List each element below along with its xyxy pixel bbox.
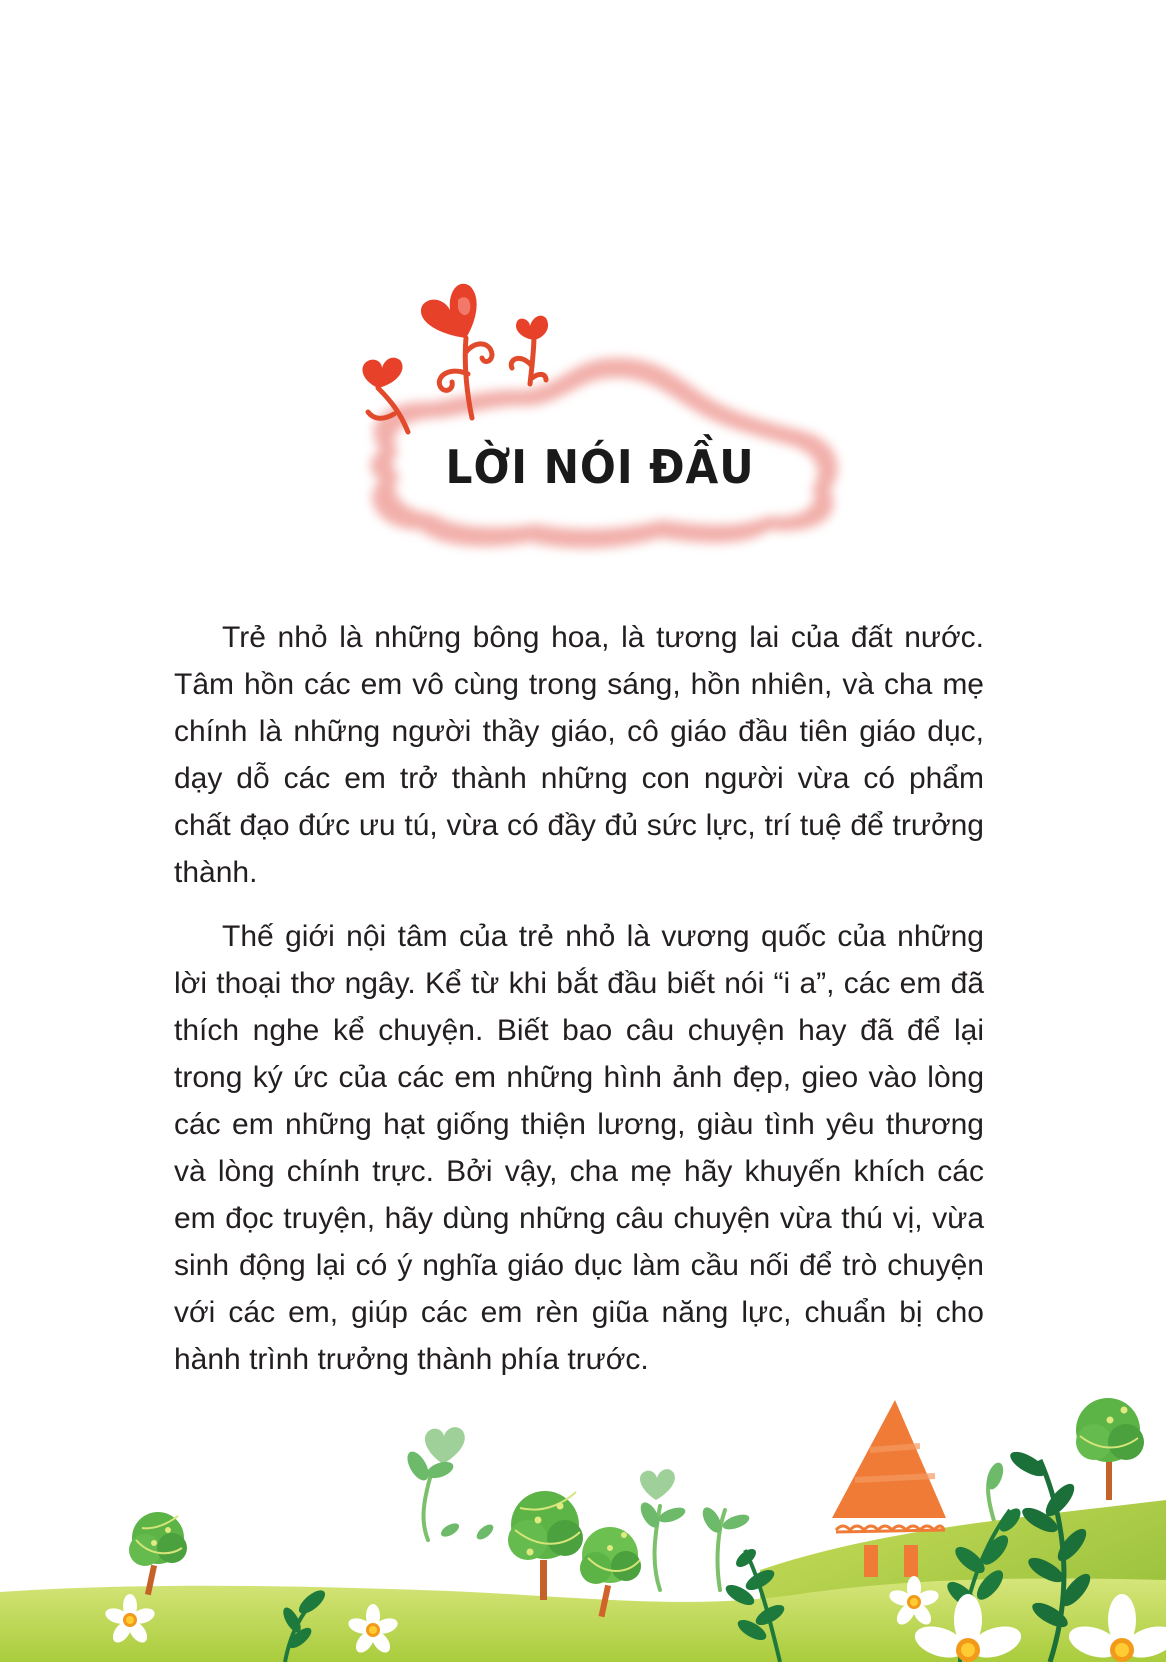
preface-body — [174, 614, 984, 1400]
green-heart-icon — [425, 1427, 465, 1464]
heart-sprout-right-icon — [511, 336, 546, 384]
paragraph: Trẻ nhỏ là những bông hoa, là tương lai của đất nước. Tâm hồn các em vô cùng trong sáng, hồn nhiên, và cha mẹ chính là những người thầy giáo, cô giáo đầu tiên giáo dục, dạy dỗ các em trở thành những con người vừa có phẩm chất đạo đức ưu tú, vừa có đầy đủ sức lực, trí tuệ để trưởng thành. — [174, 621, 984, 889]
tree-icon — [508, 1491, 583, 1600]
cloud-hearts-illustration — [340, 280, 860, 570]
paragraph: Thế giới nội tâm của trẻ nhỏ là vương quốc của những lời thoại thơ ngây. Kể từ khi bắt đầu biết nói “i a”, các em đã thích nghe kể chuyện. Biết bao câu chuyện hay đã để lại trong ký ức của các em những hình ảnh đẹp, gieo vào lòng các em những hạt giống thiện lương, giàu tình yêu thương và lòng chính trực. Bởi vậy, cha mẹ hãy khuyến khích các em đọc truyện, hãy dùng những câu chuyện vừa thú vị, vừa sinh động lại có ý nghĩa giáo dục làm cầu nối để trò chuyện với các em, giúp các em rèn giũa năng lực, chuẩn bị cho hành trình trưởng thành phía trước. — [174, 920, 984, 1376]
tree-icon — [129, 1512, 187, 1595]
footer-scenery-illustration — [0, 1380, 1166, 1662]
heart-right-icon — [516, 316, 548, 340]
title-block — [340, 280, 860, 570]
page-title: LỜI NÓI ĐẦU — [445, 440, 755, 494]
green-heart-icon — [640, 1469, 675, 1500]
heart-left-icon — [362, 358, 402, 388]
tree-icon — [1076, 1398, 1144, 1500]
